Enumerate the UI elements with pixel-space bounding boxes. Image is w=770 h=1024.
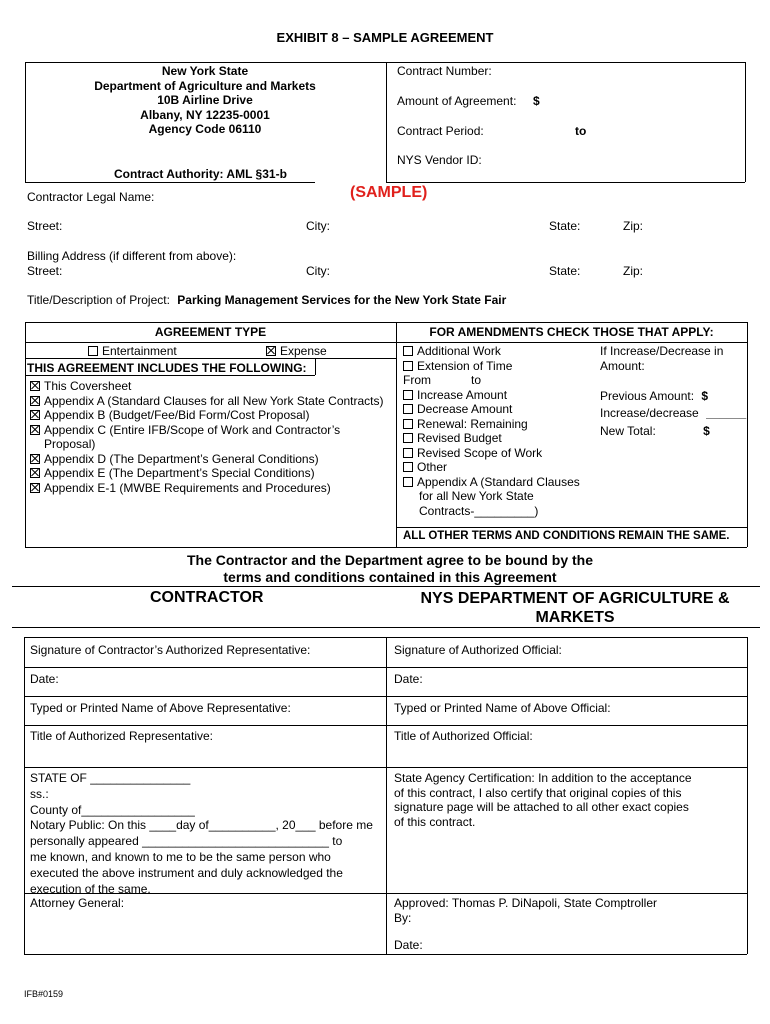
project-value: Parking Management Services for the New York State Fair (177, 293, 507, 307)
divider (747, 637, 748, 954)
checkbox-checked[interactable] (30, 425, 40, 435)
agency-address (60, 64, 350, 137)
contractor-signature-label: Signature of Contractor’s Authorized Representative: (30, 643, 311, 657)
divider (12, 586, 760, 587)
checkbox[interactable] (403, 390, 413, 400)
list-item (403, 446, 593, 461)
new-total-row (600, 424, 710, 438)
new-total-label: New Total: (600, 424, 656, 438)
item-label: Appendix E (The Department’s Special Conditions) (44, 466, 315, 480)
amount-symbol: $ (533, 94, 540, 108)
divider (25, 342, 747, 343)
project-row (27, 293, 506, 307)
street-label: Street: (27, 219, 63, 233)
checkbox[interactable] (403, 462, 413, 472)
notary-line: ss.: (30, 786, 49, 801)
official-title-label: Title of Authorized Official: (394, 729, 533, 743)
notary-line: County of_________________ (30, 802, 195, 817)
divider (25, 322, 26, 547)
notary-line: executed the above instrument and duly acknowledged the (30, 865, 343, 880)
contractor-date-label: Date: (30, 672, 59, 686)
agency-line: 10B Airline Drive (157, 93, 253, 107)
option-entertainment[interactable] (88, 344, 177, 358)
all-other-terms: ALL OTHER TERMS AND CONDITIONS REMAIN THE SAME. (403, 530, 730, 542)
checkbox[interactable] (403, 419, 413, 429)
statement-line: The Contractor and the Department agree to be bound by the (186, 552, 594, 568)
previous-amount-row (600, 389, 708, 403)
divider (25, 182, 315, 183)
approval-date-label: Date: (394, 938, 423, 952)
attorney-general-label: Attorney General: (30, 896, 125, 910)
divider (24, 637, 25, 954)
option-label: Expense (280, 344, 327, 358)
item-continuation: Proposal) (44, 437, 96, 451)
zip2-label: Zip: (623, 264, 644, 278)
item-label: Appendix D (The Department’s General Conditions) (44, 451, 319, 466)
amendments-list (403, 344, 593, 518)
list-item (403, 344, 593, 359)
checkbox-checked[interactable] (30, 483, 40, 493)
includes-list (30, 379, 384, 495)
divider (25, 375, 315, 376)
approval-line: Approved: Thomas P. DiNapoli, State Comptroller (394, 896, 658, 910)
notary-line: personally appeared ____________________________ to (30, 834, 343, 849)
notary-line: STATE OF _______________ (30, 771, 191, 785)
checkbox-checked[interactable] (30, 381, 40, 391)
checkbox-checked[interactable] (266, 346, 276, 356)
list-item (30, 452, 384, 467)
item-label: Appendix B (Budget/Fee/Bid Form/Cost Proposal) (44, 408, 310, 422)
divider (386, 182, 745, 183)
certification-line: signature page will be attached to all other exact copies (394, 800, 689, 814)
divider (386, 637, 387, 954)
project-label: Title/Description of Project: (27, 293, 170, 307)
divider (25, 322, 747, 323)
department-heading (390, 589, 760, 627)
amount-change-label: If Increase/Decrease in (600, 344, 724, 358)
divider (25, 62, 26, 182)
list-item (30, 379, 384, 394)
checkbox-checked[interactable] (30, 396, 40, 406)
divider (745, 62, 746, 182)
list-item (403, 431, 593, 446)
divider (396, 527, 747, 528)
to-label: to (471, 373, 482, 387)
agreement-type-header: AGREEMENT TYPE (154, 325, 267, 339)
item-label: Appendix C (Entire IFB/Scope of Work and Contractor’s (44, 422, 341, 437)
agency-line: Department of Agriculture and Markets (94, 78, 316, 93)
item-label: Extension of Time (417, 358, 513, 373)
contract-period-label: Contract Period: (397, 124, 484, 138)
agency-line: Agency Code 06110 (148, 122, 262, 136)
checkbox[interactable] (88, 346, 98, 356)
certification-line: of this contract. (394, 814, 476, 829)
divider (25, 358, 396, 359)
item-label: Increase Amount (417, 387, 508, 402)
checkbox[interactable] (403, 361, 413, 371)
list-item (30, 466, 384, 481)
official-date-label: Date: (394, 672, 423, 686)
amount-change-block (600, 344, 745, 373)
inc-dec-label: Increase/decrease (600, 406, 699, 420)
inc-dec-blank: ______ (706, 406, 747, 420)
certification-line: State Agency Certification: In addition to the acceptance (394, 771, 692, 785)
notary-block (30, 771, 373, 897)
item-label: Appendix A (Standard Clauses (417, 474, 580, 489)
page-title: EXHIBIT 8 – SAMPLE AGREEMENT (276, 30, 494, 45)
item-label: Revised Budget (417, 431, 502, 445)
divider (25, 62, 745, 63)
previous-amount-symbol: $ (701, 389, 709, 403)
city-label: City: (306, 219, 330, 233)
new-total-symbol: $ (703, 424, 710, 438)
checkbox-checked[interactable] (30, 410, 40, 420)
agency-line: New York State (161, 64, 249, 78)
city2-label: City: (306, 264, 330, 278)
divider (396, 322, 397, 547)
divider (315, 358, 316, 375)
checkbox[interactable] (403, 346, 413, 356)
previous-amount-label: Previous Amount: (600, 389, 695, 403)
checkbox-checked[interactable] (30, 468, 40, 478)
approval-block (394, 896, 657, 925)
amendments-header: FOR AMENDMENTS CHECK THOSE THAT APPLY: (429, 325, 714, 339)
item-label: Appendix A (Standard Clauses for all New York State Contracts) (44, 393, 384, 408)
contract-authority: Contract Authority: AML §31-b (114, 167, 287, 181)
list-item (403, 373, 593, 388)
notary-line: me known, and known to me to be the same person who (30, 849, 331, 864)
item-label: Additional Work (417, 344, 501, 358)
option-expense[interactable] (266, 344, 327, 358)
list-item (30, 423, 384, 438)
list-item (403, 417, 593, 432)
list-item (30, 394, 384, 409)
inc-dec-row (600, 406, 746, 420)
zip-label: Zip: (623, 219, 644, 233)
list-item (30, 481, 384, 496)
option-label: Entertainment (102, 344, 177, 358)
contract-period-to: to (575, 124, 587, 138)
checkbox[interactable] (403, 448, 413, 458)
list-item (403, 402, 593, 417)
divider (12, 627, 760, 628)
item-label: Decrease Amount (417, 402, 513, 416)
approval-line: By: (394, 910, 412, 925)
amount-label: Amount of Agreement: (397, 94, 517, 108)
includes-header: THIS AGREEMENT INCLUDES THE FOLLOWING: (27, 361, 307, 375)
agency-line: Albany, NY 12235-0001 (140, 107, 270, 122)
street2-label: Street: (27, 264, 63, 278)
notary-line: execution of the same. (30, 881, 151, 896)
contractor-heading: CONTRACTOR (150, 589, 264, 606)
legal-name-label: Contractor Legal Name: (27, 190, 155, 204)
amount-change-label: Amount: (600, 358, 645, 373)
list-item (403, 359, 593, 374)
department-line: MARKETS (535, 609, 615, 626)
list-item (403, 388, 593, 403)
billing-label: Billing Address (if different from above): (27, 249, 237, 263)
item-label: Other (417, 460, 448, 474)
contractor-title-label: Title of Authorized Representative: (30, 729, 213, 743)
divider (747, 322, 748, 547)
list-item (403, 475, 593, 490)
checkbox-checked[interactable] (30, 454, 40, 464)
official-signature-label: Signature of Authorized Official: (394, 643, 562, 657)
divider (386, 62, 387, 182)
department-line: NYS DEPARTMENT OF AGRICULTURE & (420, 590, 730, 607)
state-label: State: (549, 219, 581, 233)
divider (24, 954, 747, 955)
item-label: Revised Scope of Work (417, 445, 543, 460)
checkbox[interactable] (403, 404, 413, 414)
notary-line: Notary Public: On this ____day of__________, 20___ before me (30, 818, 373, 833)
list-item (403, 460, 593, 475)
from-label: From (403, 373, 431, 387)
item-label: Appendix E-1 (MWBE Requirements and Procedures) (44, 480, 331, 495)
statement-line: terms and conditions contained in this Agreement (223, 569, 557, 585)
divider (25, 547, 747, 548)
state2-label: State: (549, 264, 581, 278)
item-continuation: for all New York State (419, 489, 534, 503)
certification-block (394, 771, 692, 829)
contractor-name-label: Typed or Printed Name of Above Representative: (30, 701, 291, 715)
agreement-statement (0, 552, 770, 586)
footer-ifb: IFB#0159 (24, 989, 64, 999)
checkbox[interactable] (403, 433, 413, 443)
checkbox[interactable] (403, 477, 413, 487)
certification-line: of this contract, I also certify that original copies of this (394, 785, 682, 800)
item-label: This Coversheet (44, 379, 132, 393)
item-continuation: Contracts-_________) (419, 503, 539, 518)
vendor-id-label: NYS Vendor ID: (397, 153, 482, 167)
contract-number-label: Contract Number: (397, 64, 492, 78)
item-label: Renewal: Remaining (417, 416, 528, 431)
official-name-label: Typed or Printed Name of Above Official: (394, 701, 611, 715)
list-item (30, 408, 384, 423)
sample-stamp: (SAMPLE) (350, 184, 428, 201)
